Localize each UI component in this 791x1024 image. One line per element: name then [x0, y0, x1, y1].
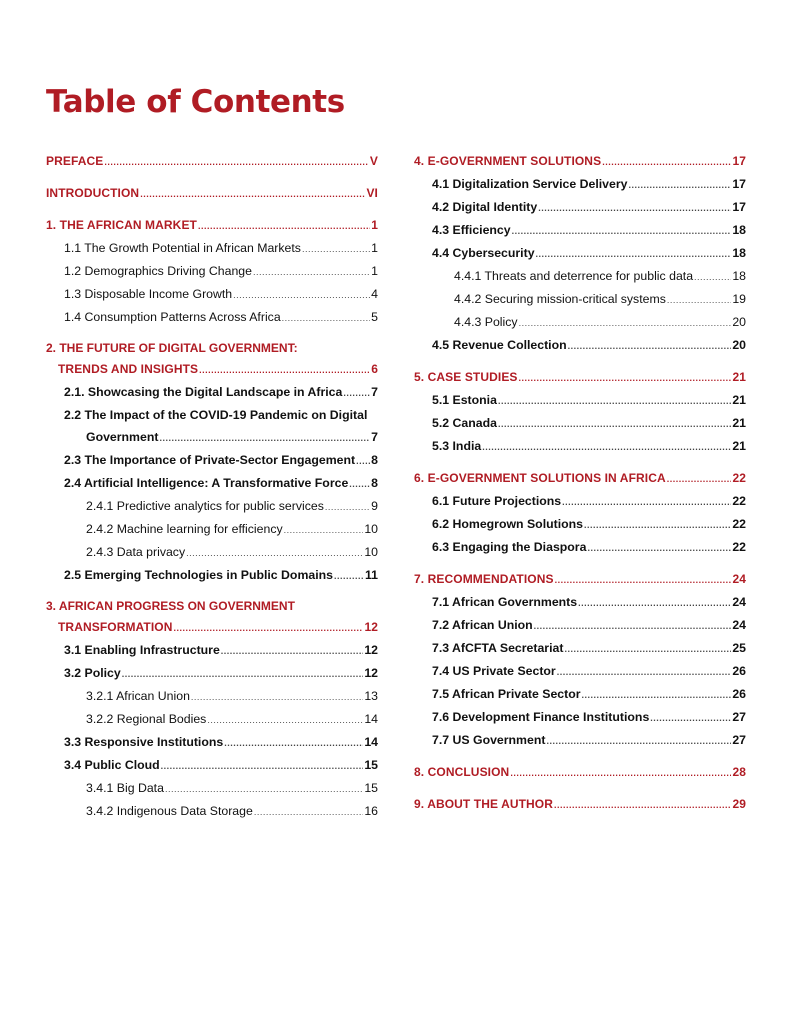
entry-label: 4.3 Efficiency — [432, 219, 511, 241]
entry-page-number: 26 — [732, 683, 746, 705]
entry-page-number: 7 — [371, 426, 378, 448]
entry-label: Government — [86, 426, 158, 448]
entry-label: 3.4.1 Big Data — [86, 777, 164, 799]
dot-leader — [253, 261, 370, 283]
entry-page-number: 25 — [732, 637, 746, 659]
entry-page-number: 17 — [732, 196, 746, 218]
entry-page-number: 24 — [732, 614, 746, 636]
entry-page-number: 1 — [371, 237, 378, 259]
toc-subsubsection-entry[interactable] — [46, 495, 378, 518]
entry-label: 7.5 African Private Sector — [432, 683, 581, 705]
toc-subsection-entry[interactable] — [46, 449, 378, 472]
entry-label: 4.4.1 Threats and deterrence for public data — [454, 265, 693, 287]
dot-leader — [546, 730, 731, 752]
entry-label: 2.1. Showcasing the Digital Landscape in Africa — [64, 381, 342, 403]
toc-subsection-entry[interactable] — [46, 639, 378, 662]
entry-label: 1.2 Demographics Driving Change — [64, 260, 252, 282]
toc-subsection-entry[interactable] — [414, 196, 746, 219]
entry-page-number: 20 — [732, 334, 746, 356]
toc-subsubsection-entry[interactable] — [46, 541, 378, 564]
dot-leader — [628, 174, 731, 196]
toc-section-heading[interactable] — [414, 761, 746, 784]
entry-label: 4. E-GOVERNMENT SOLUTIONS — [414, 150, 601, 172]
dot-leader — [282, 307, 370, 329]
entry-page-number: 6 — [371, 358, 378, 380]
toc-subsection-entry[interactable] — [414, 513, 746, 536]
entry-label: 7.6 Development Finance Institutions — [432, 706, 649, 728]
toc-section-heading[interactable] — [46, 150, 378, 173]
entry-page-number: V — [370, 150, 378, 172]
toc-subsubsection-entry[interactable] — [46, 518, 378, 541]
toc-subsubsection-entry[interactable] — [46, 685, 378, 708]
entry-label: 3.2.2 Regional Bodies — [86, 708, 206, 730]
entry-page-number: 27 — [732, 706, 746, 728]
toc-entry-row[interactable] — [46, 358, 378, 381]
entry-label: 5.3 India — [432, 435, 481, 457]
toc-subsection-entry[interactable] — [414, 173, 746, 196]
entry-page-number: 7 — [371, 381, 378, 403]
dot-leader — [104, 151, 369, 173]
dot-leader — [349, 473, 370, 495]
entry-label: 2.5 Emerging Technologies in Public Domains — [64, 564, 333, 586]
entry-page-number: 24 — [732, 568, 746, 590]
dot-leader — [122, 663, 364, 685]
dot-leader — [557, 661, 732, 683]
entry-page-number: VI — [366, 182, 378, 204]
dot-leader — [302, 238, 370, 260]
dot-leader — [254, 801, 363, 823]
dot-leader — [510, 762, 731, 784]
dot-leader — [186, 542, 363, 564]
toc-subsubsection-entry[interactable] — [414, 265, 746, 288]
toc-subsection-entry[interactable] — [46, 306, 378, 329]
toc-subsection-entry[interactable] — [46, 662, 378, 685]
dot-leader — [582, 684, 732, 706]
entry-page-number: 22 — [732, 467, 746, 489]
entry-label-line1: 2. THE FUTURE OF DIGITAL GOVERNMENT: — [46, 341, 298, 355]
entry-label: 3.3 Responsive Institutions — [64, 731, 223, 753]
toc-subsection-entry[interactable] — [414, 334, 746, 357]
dot-leader — [498, 390, 731, 412]
dot-leader — [165, 778, 363, 800]
toc-left-column — [46, 150, 378, 823]
toc-subsection-entry[interactable] — [414, 490, 746, 513]
entry-label: 4.1 Digitalization Service Delivery — [432, 173, 627, 195]
toc-subsection-entry[interactable] — [414, 637, 746, 660]
dot-leader — [694, 266, 731, 288]
entry-label: 4.4 Cybersecurity — [432, 242, 535, 264]
toc-subsection-entry[interactable] — [46, 564, 378, 587]
entry-label-line1: 3. AFRICAN PROGRESS ON GOVERNMENT — [46, 599, 295, 613]
toc-subsection-entry[interactable] — [46, 237, 378, 260]
entry-label: 3.4 Public Cloud — [64, 754, 160, 776]
dot-leader — [564, 638, 731, 660]
entry-label: 4.5 Revenue Collection — [432, 334, 567, 356]
toc-subsection-entry[interactable] — [46, 404, 378, 449]
toc-subsection-entry[interactable] — [46, 754, 378, 777]
dot-leader — [554, 794, 731, 816]
dot-leader — [536, 243, 732, 265]
entry-page-number: 8 — [371, 472, 378, 494]
dot-leader — [498, 413, 731, 435]
dot-leader — [161, 755, 364, 777]
toc-subsection-entry[interactable] — [414, 660, 746, 683]
toc-section-heading[interactable] — [414, 467, 746, 490]
entry-page-number: 28 — [732, 761, 746, 783]
entry-page-number: 10 — [364, 518, 378, 540]
dot-leader — [159, 427, 370, 449]
dot-leader — [578, 592, 731, 614]
entry-page-number: 26 — [732, 660, 746, 682]
dot-leader — [538, 197, 731, 219]
entry-label: 2.4.3 Data privacy — [86, 541, 185, 563]
entry-label: 7.3 AfCFTA Secretariat — [432, 637, 563, 659]
entry-page-number: 12 — [364, 639, 378, 661]
toc-subsection-entry[interactable] — [46, 283, 378, 306]
entry-label: 1.3 Disposable Income Growth — [64, 283, 232, 305]
toc-section-heading[interactable] — [414, 793, 746, 816]
entry-page-number: 14 — [364, 731, 378, 753]
toc-subsection-entry[interactable] — [414, 536, 746, 559]
entry-label: 7. RECOMMENDATIONS — [414, 568, 554, 590]
toc-subsubsection-entry[interactable] — [46, 708, 378, 731]
entry-label: 3.1 Enabling Infrastructure — [64, 639, 220, 661]
entry-label: 5.1 Estonia — [432, 389, 497, 411]
entry-page-number: 11 — [365, 564, 378, 586]
entry-page-number: 27 — [732, 729, 746, 751]
entry-label: 1.1 The Growth Potential in African Markets — [64, 237, 301, 259]
entry-label: 1.4 Consumption Patterns Across Africa — [64, 306, 281, 328]
dot-leader — [587, 537, 731, 559]
entry-page-number: 21 — [732, 435, 746, 457]
entry-label: 6.3 Engaging the Diaspora — [432, 536, 586, 558]
entry-page-number: 9 — [371, 495, 378, 517]
entry-label: 6.2 Homegrown Solutions — [432, 513, 583, 535]
toc-subsubsection-entry[interactable] — [46, 800, 378, 823]
dot-leader — [356, 450, 370, 472]
dot-leader — [284, 519, 364, 541]
toc-subsection-entry[interactable] — [414, 412, 746, 435]
dot-leader — [568, 335, 732, 357]
dot-leader — [512, 220, 732, 242]
entry-page-number: 22 — [732, 490, 746, 512]
toc-section-heading[interactable] — [414, 568, 746, 591]
toc-entry-row[interactable] — [46, 426, 378, 449]
entry-page-number: 17 — [732, 150, 746, 172]
entry-label: TRANSFORMATION — [58, 616, 173, 638]
dot-leader — [555, 569, 732, 591]
toc-subsection-entry[interactable] — [414, 614, 746, 637]
dot-leader — [199, 359, 370, 381]
toc-section-heading[interactable] — [46, 338, 378, 381]
dot-leader — [174, 617, 364, 639]
dot-leader — [233, 284, 370, 306]
dot-leader — [221, 640, 364, 662]
entry-page-number: 13 — [364, 685, 378, 707]
entry-label: TRENDS AND INSIGHTS — [58, 358, 198, 380]
entry-label: PREFACE — [46, 150, 103, 172]
dot-leader — [224, 732, 363, 754]
page-title: Table of Contents — [46, 84, 345, 120]
entry-label: 4.2 Digital Identity — [432, 196, 537, 218]
toc-right-column — [414, 150, 746, 816]
entry-page-number: 5 — [371, 306, 378, 328]
entry-page-number: 1 — [371, 214, 378, 236]
entry-page-number: 16 — [364, 800, 378, 822]
dot-leader — [207, 709, 363, 731]
entry-page-number: 4 — [371, 283, 378, 305]
dot-leader — [519, 367, 732, 389]
dot-leader — [343, 382, 370, 404]
entry-page-number: 21 — [732, 389, 746, 411]
entry-page-number: 17 — [732, 173, 746, 195]
entry-page-number: 18 — [732, 242, 746, 264]
toc-section-heading[interactable] — [414, 366, 746, 389]
entry-label: 7.4 US Private Sector — [432, 660, 556, 682]
entry-page-number: 20 — [732, 311, 746, 333]
entry-label: INTRODUCTION — [46, 182, 139, 204]
toc-section-heading[interactable] — [46, 214, 378, 237]
dot-leader — [584, 514, 731, 536]
toc-subsection-entry[interactable] — [46, 381, 378, 404]
entry-page-number: 18 — [732, 219, 746, 241]
entry-page-number: 29 — [732, 793, 746, 815]
entry-page-number: 12 — [364, 662, 378, 684]
entry-page-number: 10 — [364, 541, 378, 563]
entry-label: 8. CONCLUSION — [414, 761, 509, 783]
toc-subsection-entry[interactable] — [414, 389, 746, 412]
toc-subsection-entry[interactable] — [414, 706, 746, 729]
toc-section-heading[interactable] — [414, 150, 746, 173]
entry-label: 2.4.2 Machine learning for efficiency — [86, 518, 283, 540]
dot-leader — [562, 491, 731, 513]
entry-label: 4.4.3 Policy — [454, 311, 518, 333]
entry-label: 6. E-GOVERNMENT SOLUTIONS IN AFRICA — [414, 467, 666, 489]
dot-leader — [482, 436, 731, 458]
toc-subsubsection-entry[interactable] — [46, 777, 378, 800]
entry-label: 2.4 Artificial Intelligence: A Transformative Force — [64, 472, 348, 494]
entry-label: 7.7 US Government — [432, 729, 545, 751]
entry-label: 4.4.2 Securing mission-critical systems — [454, 288, 666, 310]
dot-leader — [140, 183, 365, 205]
toc-subsection-entry[interactable] — [414, 242, 746, 265]
toc-section-heading[interactable] — [46, 182, 378, 205]
entry-page-number: 21 — [732, 412, 746, 434]
entry-page-number: 22 — [732, 513, 746, 535]
entry-page-number: 14 — [364, 708, 378, 730]
toc-subsection-entry[interactable] — [414, 683, 746, 706]
toc-subsection-entry[interactable] — [414, 591, 746, 614]
entry-label: 2.4.1 Predictive analytics for public services — [86, 495, 324, 517]
entry-label: 7.2 African Union — [432, 614, 533, 636]
entry-label: 9. ABOUT THE AUTHOR — [414, 793, 553, 815]
entry-label: 5. CASE STUDIES — [414, 366, 518, 388]
entry-label: 5.2 Canada — [432, 412, 497, 434]
entry-label: 3.2.1 African Union — [86, 685, 190, 707]
dot-leader — [667, 289, 731, 311]
entry-label: 1. THE AFRICAN MARKET — [46, 214, 197, 236]
toc-subsection-entry[interactable] — [46, 731, 378, 754]
entry-page-number: 12 — [364, 616, 378, 638]
dot-leader — [191, 686, 363, 708]
toc-section-heading[interactable] — [46, 596, 378, 639]
dot-leader — [667, 468, 732, 490]
dot-leader — [334, 565, 364, 587]
entry-label: 3.2 Policy — [64, 662, 121, 684]
toc-subsection-entry[interactable] — [46, 472, 378, 495]
toc-subsubsection-entry[interactable] — [414, 288, 746, 311]
toc-subsection-entry[interactable] — [414, 435, 746, 458]
entry-page-number: 22 — [732, 536, 746, 558]
dot-leader — [325, 496, 370, 518]
toc-subsubsection-entry[interactable] — [414, 311, 746, 334]
toc-subsection-entry[interactable] — [414, 729, 746, 752]
dot-leader — [602, 151, 731, 173]
toc-entry-row[interactable] — [46, 616, 378, 639]
entry-page-number: 15 — [364, 754, 378, 776]
entry-label: 3.4.2 Indigenous Data Storage — [86, 800, 253, 822]
dot-leader — [650, 707, 731, 729]
toc-subsection-entry[interactable] — [46, 260, 378, 283]
entry-page-number: 15 — [364, 777, 378, 799]
entry-page-number: 21 — [732, 366, 746, 388]
dot-leader — [519, 312, 732, 334]
entry-page-number: 19 — [732, 288, 746, 310]
entry-label: 6.1 Future Projections — [432, 490, 561, 512]
dot-leader — [198, 215, 370, 237]
entry-label: 2.3 The Importance of Private-Sector Engagement — [64, 449, 355, 471]
entry-page-number: 8 — [371, 449, 378, 471]
entry-label: 7.1 African Governments — [432, 591, 577, 613]
dot-leader — [534, 615, 732, 637]
entry-page-number: 18 — [732, 265, 746, 287]
entry-label-line1: 2.2 The Impact of the COVID-19 Pandemic on Digital — [64, 408, 368, 422]
toc-subsection-entry[interactable] — [414, 219, 746, 242]
entry-page-number: 1 — [371, 260, 378, 282]
entry-page-number: 24 — [732, 591, 746, 613]
